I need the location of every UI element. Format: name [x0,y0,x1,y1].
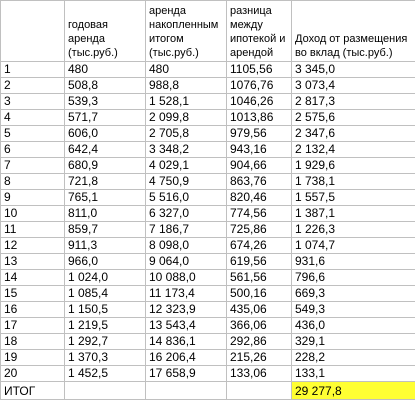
cell-difference[interactable]: 725,86 [227,222,292,238]
cell-annual-rent[interactable]: 508,8 [65,78,146,94]
cell-annual-rent[interactable]: 859,7 [65,222,146,238]
cell-annual-rent[interactable]: 811,0 [65,206,146,222]
cell-index[interactable]: 5 [1,126,65,142]
empty-cell[interactable] [146,382,227,400]
table-row [1,350,415,366]
cell-index[interactable]: 11 [1,222,65,238]
cell-annual-rent[interactable]: 721,8 [65,174,146,190]
header-cell-deposit-income[interactable]: Доход от размещения во вклад (тыс.руб.) [292,1,415,62]
cell-cumulative-rent[interactable]: 988,8 [146,78,227,94]
cell-cumulative-rent[interactable]: 11 173,4 [146,286,227,302]
cell-index[interactable]: 20 [1,366,65,382]
cell-index[interactable]: 9 [1,190,65,206]
table-row [1,254,415,270]
table-row [1,318,415,334]
cell-difference[interactable]: 774,56 [227,206,292,222]
cell-annual-rent[interactable]: 1 085,4 [65,286,146,302]
cell-annual-rent[interactable]: 765,1 [65,190,146,206]
cell-cumulative-rent[interactable]: 2 099,8 [146,110,227,126]
cell-difference[interactable]: 133,06 [227,366,292,382]
cell-difference[interactable]: 561,56 [227,270,292,286]
cell-cumulative-rent[interactable]: 5 516,0 [146,190,227,206]
cell-difference[interactable]: 1046,26 [227,94,292,110]
table-row [1,62,415,78]
cell-cumulative-rent[interactable]: 12 323,9 [146,302,227,318]
table-row [1,286,415,302]
table-row [1,270,415,286]
cell-annual-rent[interactable]: 480 [65,62,146,78]
cell-cumulative-rent[interactable]: 2 705,8 [146,126,227,142]
cell-cumulative-rent[interactable]: 4 750,9 [146,174,227,190]
cell-annual-rent[interactable]: 1 219,5 [65,318,146,334]
cell-cumulative-rent[interactable]: 6 327,0 [146,206,227,222]
table-row [1,302,415,318]
table-row [1,366,415,382]
cell-cumulative-rent[interactable]: 7 186,7 [146,222,227,238]
cell-deposit-income[interactable]: 549,3 [292,302,415,318]
cell-deposit-income[interactable]: 1 226,3 [292,222,415,238]
table-row [1,78,415,94]
cell-difference[interactable]: 863,76 [227,174,292,190]
total-row [1,382,415,400]
cell-difference[interactable]: 366,06 [227,318,292,334]
cell-annual-rent[interactable]: 1 024,0 [65,270,146,286]
cell-annual-rent[interactable]: 642,4 [65,142,146,158]
table-row [1,190,415,206]
cell-cumulative-rent[interactable]: 1 528,1 [146,94,227,110]
table-row [1,334,415,350]
cell-annual-rent[interactable]: 539,3 [65,94,146,110]
header-cell-cumulative-rent[interactable]: аренда накопленным итогом (тыс.руб.) [146,1,227,62]
header-cell-difference[interactable]: разница между ипотекой и арендой [227,1,292,62]
cell-cumulative-rent[interactable]: 16 206,4 [146,350,227,366]
cell-index[interactable]: 4 [1,110,65,126]
cell-difference[interactable]: 904,66 [227,158,292,174]
cell-deposit-income[interactable]: 796,6 [292,270,415,286]
cell-annual-rent[interactable]: 606,0 [65,126,146,142]
cell-index[interactable]: 19 [1,350,65,366]
cell-annual-rent[interactable]: 1 452,5 [65,366,146,382]
cell-difference[interactable]: 1013,86 [227,110,292,126]
cell-difference[interactable]: 943,16 [227,142,292,158]
cell-annual-rent[interactable]: 1 150,5 [65,302,146,318]
cell-cumulative-rent[interactable]: 14 836,1 [146,334,227,350]
cell-deposit-income[interactable]: 1 929,6 [292,158,415,174]
cell-cumulative-rent[interactable]: 8 098,0 [146,238,227,254]
cell-difference[interactable]: 215,26 [227,350,292,366]
table-row [1,142,415,158]
header-row [1,1,415,62]
cell-deposit-income[interactable]: 3 345,0 [292,62,415,78]
total-label[interactable]: ИТОГ [1,382,65,400]
cell-index[interactable]: 12 [1,238,65,254]
cell-index[interactable]: 6 [1,142,65,158]
table-row [1,110,415,126]
cell-annual-rent[interactable]: 911,3 [65,238,146,254]
cell-cumulative-rent[interactable]: 17 658,9 [146,366,227,382]
cell-annual-rent[interactable]: 966,0 [65,254,146,270]
cell-index[interactable]: 16 [1,302,65,318]
cell-difference[interactable]: 292,86 [227,334,292,350]
table-row [1,238,415,254]
cell-index[interactable]: 7 [1,158,65,174]
cell-deposit-income[interactable]: 1 738,1 [292,174,415,190]
cell-difference[interactable]: 1105,56 [227,62,292,78]
cell-deposit-income[interactable]: 329,1 [292,334,415,350]
cell-index[interactable]: 3 [1,94,65,110]
cell-index[interactable]: 8 [1,174,65,190]
cell-deposit-income[interactable]: 3 073,4 [292,78,415,94]
table-row [1,206,415,222]
table-body [1,1,415,400]
cell-difference[interactable]: 674,26 [227,238,292,254]
cell-deposit-income[interactable]: 1 074,7 [292,238,415,254]
cell-index[interactable]: 1 [1,62,65,78]
table-row [1,174,415,190]
cell-difference[interactable]: 500,16 [227,286,292,302]
cell-annual-rent[interactable]: 571,7 [65,110,146,126]
cell-deposit-income[interactable]: 1 387,1 [292,206,415,222]
empty-cell[interactable] [227,382,292,400]
cell-annual-rent[interactable]: 1 370,3 [65,350,146,366]
cell-index[interactable]: 18 [1,334,65,350]
cell-deposit-income[interactable]: 669,3 [292,286,415,302]
cell-deposit-income[interactable]: 228,2 [292,350,415,366]
cell-deposit-income[interactable]: 2 575,6 [292,110,415,126]
cell-deposit-income[interactable]: 1 557,5 [292,190,415,206]
table-row [1,158,415,174]
cell-cumulative-rent[interactable]: 480 [146,62,227,78]
header-cell-index[interactable] [1,1,65,62]
cell-cumulative-rent[interactable]: 4 029,1 [146,158,227,174]
cell-annual-rent[interactable]: 1 292,7 [65,334,146,350]
cell-cumulative-rent[interactable]: 13 543,4 [146,318,227,334]
cell-deposit-income[interactable]: 2 347,6 [292,126,415,142]
cell-difference[interactable]: 979,56 [227,126,292,142]
cell-difference[interactable]: 1076,76 [227,78,292,94]
table-row [1,126,415,142]
cell-difference[interactable]: 619,56 [227,254,292,270]
cell-cumulative-rent[interactable]: 10 088,0 [146,270,227,286]
cell-cumulative-rent[interactable]: 9 064,0 [146,254,227,270]
cell-index[interactable]: 13 [1,254,65,270]
cell-index[interactable]: 2 [1,78,65,94]
cell-deposit-income[interactable]: 2 817,3 [292,94,415,110]
empty-cell[interactable] [65,382,146,400]
table-row [1,222,415,238]
cell-index[interactable]: 17 [1,318,65,334]
header-cell-annual-rent[interactable]: годовая аренда (тыс.руб.) [65,1,146,62]
cell-deposit-income[interactable]: 436,0 [292,318,415,334]
table-row [1,94,415,110]
cell-cumulative-rent[interactable]: 3 348,2 [146,142,227,158]
cell-index[interactable]: 15 [1,286,65,302]
cell-deposit-income[interactable]: 133,1 [292,366,415,382]
cell-index[interactable]: 14 [1,270,65,286]
cell-deposit-income[interactable]: 2 132,4 [292,142,415,158]
cell-index[interactable]: 10 [1,206,65,222]
cell-annual-rent[interactable]: 680,9 [65,158,146,174]
cell-difference[interactable]: 820,46 [227,190,292,206]
cell-deposit-income[interactable]: 931,6 [292,254,415,270]
cell-difference[interactable]: 435,06 [227,302,292,318]
total-value[interactable]: 29 277,8 [292,382,415,400]
